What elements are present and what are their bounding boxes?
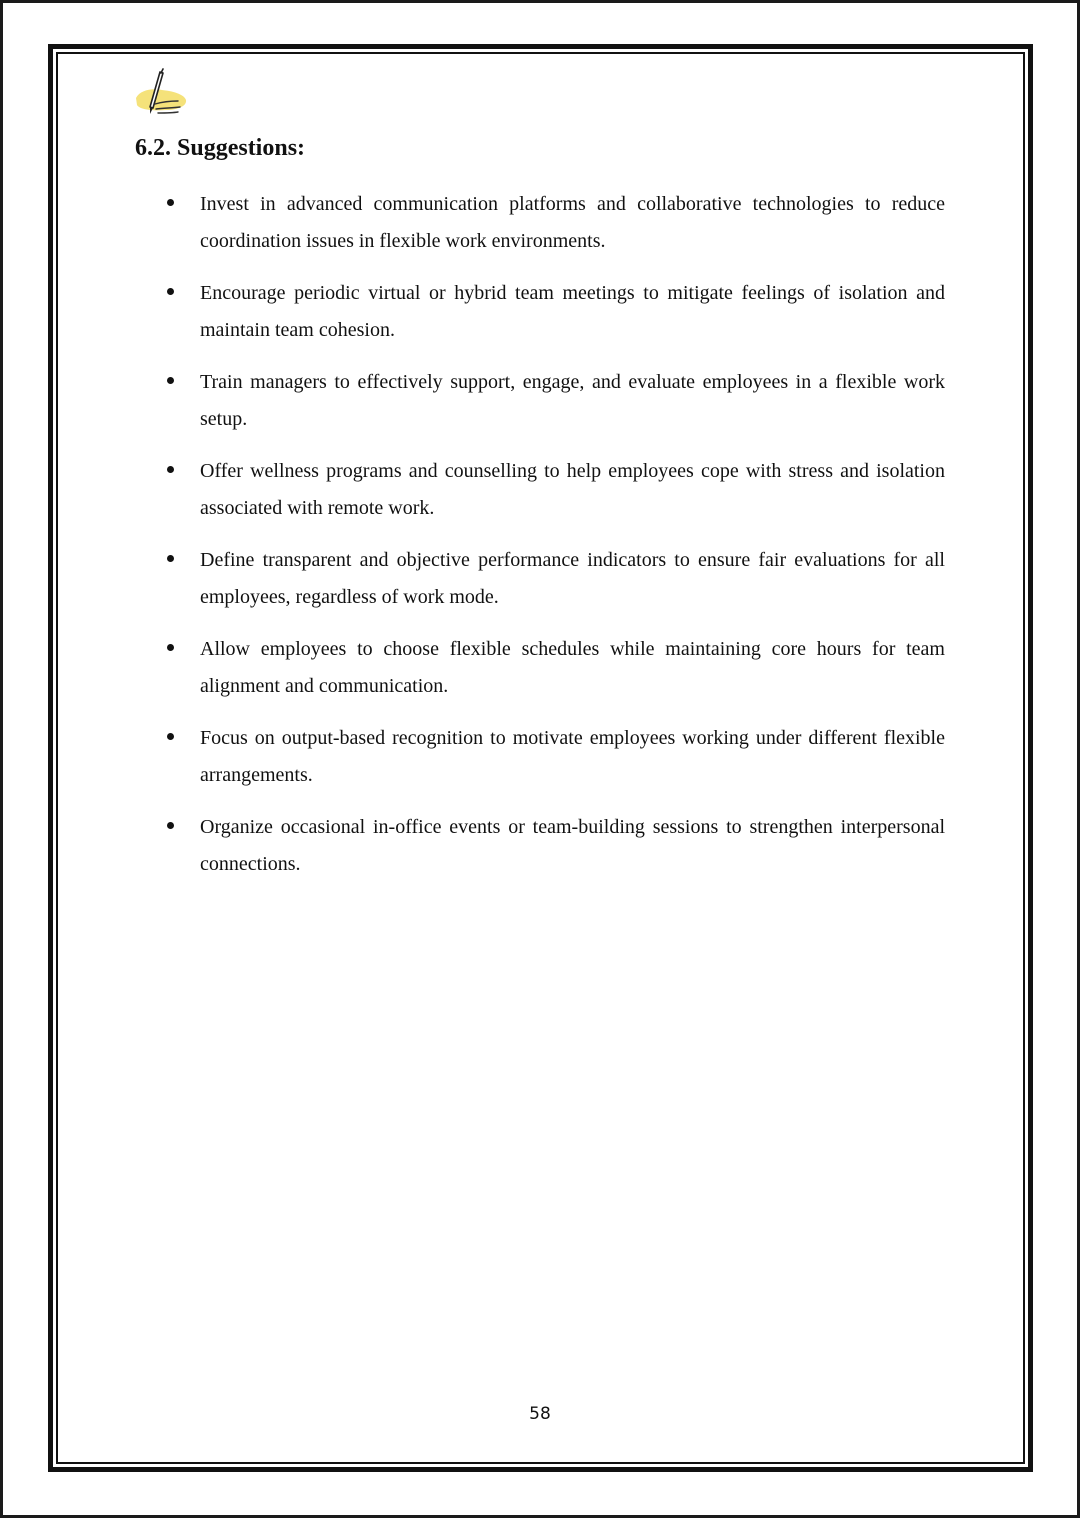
bullet-icon <box>167 466 174 473</box>
bullet-icon <box>167 288 174 295</box>
list-item <box>0 720 1080 809</box>
list-item <box>0 364 1080 453</box>
bullet-icon <box>167 644 174 651</box>
suggestion-text: Organize occasional in-office events or team-building sessions to strengthen interpersonal connections. <box>200 816 945 875</box>
bullet-icon <box>167 199 174 206</box>
bullet-icon <box>167 555 174 562</box>
writing-pen-icon <box>132 68 190 120</box>
suggestion-text: Define transparent and objective performance indicators to ensure fair evaluations for all employees, regardless of work mode. <box>200 549 945 608</box>
suggestion-list <box>0 186 1080 898</box>
bullet-icon <box>167 733 174 740</box>
list-item <box>0 631 1080 720</box>
bullet-icon <box>167 377 174 384</box>
section-title: 6.2. Suggestions: <box>135 135 306 161</box>
suggestion-text: Offer wellness programs and counselling to help employees cope with stress and isolation associated with remote work. <box>200 460 945 519</box>
list-item <box>0 542 1080 631</box>
suggestion-text: Allow employees to choose flexible schedules while maintaining core hours for team alignment and communication. <box>200 638 945 697</box>
suggestion-text: Invest in advanced communication platforms and collaborative technologies to reduce coordination issues in flexible work environments. <box>200 193 945 252</box>
page-number: 58 <box>529 1404 551 1424</box>
list-item <box>0 453 1080 542</box>
suggestion-text: Focus on output-based recognition to motivate employees working under different flexible arrangements. <box>200 727 945 786</box>
list-item <box>0 809 1080 898</box>
bullet-icon <box>167 822 174 829</box>
suggestion-text: Encourage periodic virtual or hybrid team meetings to mitigate feelings of isolation and maintain team cohesion. <box>200 282 945 341</box>
list-item <box>0 186 1080 275</box>
list-item <box>0 275 1080 364</box>
suggestion-text: Train managers to effectively support, engage, and evaluate employees in a flexible work setup. <box>200 371 945 430</box>
